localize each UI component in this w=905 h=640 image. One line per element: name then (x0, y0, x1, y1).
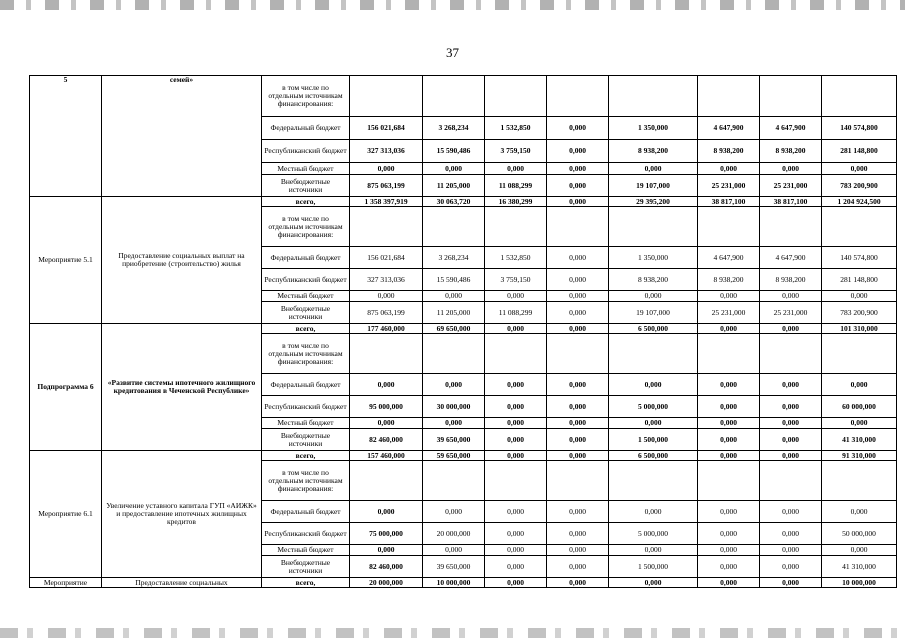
value-cell: 8 938,200 (609, 269, 698, 291)
source-cell: всего, (262, 324, 350, 334)
value-cell: 0,000 (698, 396, 760, 418)
value-cell: 0,000 (698, 556, 760, 578)
source-cell: Местный бюджет (262, 291, 350, 302)
value-cell: 0,000 (547, 451, 609, 461)
value-cell: 10 000,000 (423, 578, 485, 588)
value-cell: 3 268,234 (423, 117, 485, 140)
source-cell: Местный бюджет (262, 545, 350, 556)
value-cell (760, 461, 822, 501)
value-cell: 0,000 (485, 418, 547, 429)
row-code: Мероприятие 6.1 (30, 451, 102, 578)
value-cell: 0,000 (485, 324, 547, 334)
value-cell (423, 334, 485, 374)
table-row (30, 197, 897, 207)
value-cell: 0,000 (547, 556, 609, 578)
value-cell (547, 334, 609, 374)
value-cell: 82 460,000 (350, 556, 423, 578)
source-cell: Республиканский бюджет (262, 140, 350, 163)
value-cell (760, 76, 822, 117)
value-cell: 82 460,000 (350, 429, 423, 451)
value-cell: 0,000 (822, 501, 897, 523)
value-cell: 0,000 (547, 396, 609, 418)
value-cell: 0,000 (760, 545, 822, 556)
value-cell: 11 088,299 (485, 175, 547, 197)
value-cell: 0,000 (423, 163, 485, 175)
value-cell (485, 76, 547, 117)
value-cell (423, 461, 485, 501)
value-cell: 20 000,000 (423, 523, 485, 545)
source-cell: Внебюджетные источники (262, 429, 350, 451)
value-cell: 0,000 (485, 291, 547, 302)
value-cell: 0,000 (698, 578, 760, 588)
value-cell (822, 207, 897, 247)
source-cell: Федеральный бюджет (262, 374, 350, 396)
value-cell (485, 334, 547, 374)
value-cell: 0,000 (822, 418, 897, 429)
value-cell: 0,000 (760, 501, 822, 523)
value-cell: 0,000 (609, 501, 698, 523)
row-code: Мероприятие 5.1 (30, 197, 102, 324)
value-cell: 783 200,900 (822, 175, 897, 197)
value-cell: 60 000,000 (822, 396, 897, 418)
value-cell: 59 650,000 (423, 451, 485, 461)
value-cell: 0,000 (698, 418, 760, 429)
value-cell: 5 000,000 (609, 396, 698, 418)
value-cell: 25 231,000 (760, 302, 822, 324)
value-cell: 0,000 (609, 291, 698, 302)
value-cell: 0,000 (350, 501, 423, 523)
value-cell: 0,000 (698, 545, 760, 556)
value-cell: 11 088,299 (485, 302, 547, 324)
value-cell: 8 938,200 (698, 140, 760, 163)
source-cell: Внебюджетные источники (262, 175, 350, 197)
source-cell: Местный бюджет (262, 418, 350, 429)
value-cell: 140 574,800 (822, 117, 897, 140)
value-cell: 0,000 (547, 324, 609, 334)
value-cell (822, 76, 897, 117)
value-cell (609, 334, 698, 374)
value-cell: 39 650,000 (423, 556, 485, 578)
value-cell: 0,000 (760, 451, 822, 461)
value-cell: 875 063,199 (350, 175, 423, 197)
value-cell: 4 647,900 (698, 117, 760, 140)
table-row (30, 578, 897, 588)
value-cell: 101 310,000 (822, 324, 897, 334)
value-cell (822, 461, 897, 501)
value-cell: 327 313,036 (350, 269, 423, 291)
row-name: «Развитие системы ипотечного жилищного кредитования в Чеченской Республике» (102, 324, 262, 451)
value-cell: 0,000 (350, 163, 423, 175)
row-name: Предоставление социальных выплат на приобретение (строительство) жилья (102, 197, 262, 324)
value-cell: 0,000 (698, 374, 760, 396)
value-cell: 0,000 (760, 163, 822, 175)
value-cell: 8 938,200 (698, 269, 760, 291)
value-cell (760, 207, 822, 247)
value-cell (547, 76, 609, 117)
value-cell: 0,000 (423, 501, 485, 523)
value-cell: 8 938,200 (760, 140, 822, 163)
source-cell: Внебюджетные источники (262, 302, 350, 324)
value-cell (350, 334, 423, 374)
value-cell (547, 461, 609, 501)
value-cell: 0,000 (698, 501, 760, 523)
budget-table (29, 75, 897, 588)
value-cell: 0,000 (423, 545, 485, 556)
source-cell: в том числе по отдельным источникам финансирования: (262, 76, 350, 117)
value-cell: 0,000 (547, 374, 609, 396)
value-cell: 29 395,200 (609, 197, 698, 207)
value-cell: 0,000 (547, 175, 609, 197)
value-cell: 25 231,000 (698, 302, 760, 324)
value-cell: 0,000 (547, 545, 609, 556)
value-cell: 25 231,000 (760, 175, 822, 197)
value-cell: 15 590,486 (423, 269, 485, 291)
value-cell: 0,000 (609, 374, 698, 396)
value-cell: 1 532,850 (485, 117, 547, 140)
value-cell: 30 063,720 (423, 197, 485, 207)
source-cell: в том числе по отдельным источникам финансирования: (262, 334, 350, 374)
row-code: 5 (30, 76, 102, 197)
value-cell: 0,000 (822, 374, 897, 396)
value-cell: 0,000 (760, 556, 822, 578)
value-cell: 4 647,900 (760, 247, 822, 269)
value-cell: 0,000 (547, 418, 609, 429)
value-cell: 38 817,100 (760, 197, 822, 207)
value-cell: 20 000,000 (350, 578, 423, 588)
value-cell: 0,000 (485, 396, 547, 418)
value-cell (609, 461, 698, 501)
source-cell: Республиканский бюджет (262, 396, 350, 418)
value-cell: 0,000 (485, 578, 547, 588)
scan-artifact-top (0, 0, 905, 10)
value-cell: 6 500,000 (609, 451, 698, 461)
value-cell: 281 148,800 (822, 140, 897, 163)
value-cell: 0,000 (609, 578, 698, 588)
row-name: семей» (102, 76, 262, 197)
source-cell: Республиканский бюджет (262, 269, 350, 291)
value-cell (698, 207, 760, 247)
value-cell (609, 76, 698, 117)
value-cell: 0,000 (698, 163, 760, 175)
value-cell: 11 205,000 (423, 302, 485, 324)
value-cell: 156 021,684 (350, 247, 423, 269)
value-cell: 0,000 (485, 523, 547, 545)
value-cell: 0,000 (760, 418, 822, 429)
value-cell: 0,000 (547, 523, 609, 545)
value-cell: 157 460,000 (350, 451, 423, 461)
value-cell: 281 148,800 (822, 269, 897, 291)
value-cell: 1 358 397,919 (350, 197, 423, 207)
value-cell: 41 310,000 (822, 556, 897, 578)
value-cell (423, 207, 485, 247)
value-cell: 4 647,900 (760, 117, 822, 140)
value-cell: 0,000 (350, 291, 423, 302)
value-cell: 140 574,800 (822, 247, 897, 269)
source-cell: в том числе по отдельным источникам финансирования: (262, 207, 350, 247)
value-cell: 1 350,000 (609, 117, 698, 140)
value-cell: 1 350,000 (609, 247, 698, 269)
source-cell: всего, (262, 451, 350, 461)
value-cell: 38 817,100 (698, 197, 760, 207)
table-row (30, 324, 897, 334)
value-cell: 30 000,000 (423, 396, 485, 418)
value-cell: 0,000 (547, 429, 609, 451)
value-cell: 10 000,000 (822, 578, 897, 588)
value-cell: 0,000 (547, 247, 609, 269)
value-cell: 875 063,199 (350, 302, 423, 324)
source-cell: в том числе по отдельным источникам финансирования: (262, 461, 350, 501)
value-cell: 1 500,000 (609, 556, 698, 578)
value-cell: 0,000 (822, 545, 897, 556)
value-cell: 0,000 (547, 578, 609, 588)
scan-artifact-bottom (0, 628, 905, 638)
value-cell: 3 268,234 (423, 247, 485, 269)
value-cell: 0,000 (760, 324, 822, 334)
value-cell (609, 207, 698, 247)
value-cell: 0,000 (609, 545, 698, 556)
source-cell: Федеральный бюджет (262, 247, 350, 269)
value-cell: 8 938,200 (760, 269, 822, 291)
value-cell: 0,000 (423, 374, 485, 396)
table-row (30, 451, 897, 461)
value-cell: 0,000 (609, 418, 698, 429)
value-cell: 0,000 (485, 501, 547, 523)
row-code: Мероприятие (30, 578, 102, 588)
value-cell: 0,000 (760, 374, 822, 396)
value-cell: 0,000 (698, 451, 760, 461)
value-cell: 0,000 (609, 163, 698, 175)
value-cell: 95 000,000 (350, 396, 423, 418)
value-cell: 0,000 (547, 140, 609, 163)
value-cell: 0,000 (822, 291, 897, 302)
value-cell: 3 759,150 (485, 269, 547, 291)
value-cell: 0,000 (547, 291, 609, 302)
value-cell: 0,000 (547, 197, 609, 207)
value-cell: 0,000 (485, 451, 547, 461)
value-cell: 0,000 (698, 324, 760, 334)
value-cell: 4 647,900 (698, 247, 760, 269)
value-cell: 0,000 (485, 374, 547, 396)
value-cell (350, 76, 423, 117)
value-cell: 1 500,000 (609, 429, 698, 451)
value-cell: 5 000,000 (609, 523, 698, 545)
value-cell: 1 204 924,500 (822, 197, 897, 207)
value-cell: 0,000 (423, 418, 485, 429)
row-name: Предоставление социальных (102, 578, 262, 588)
value-cell: 0,000 (547, 501, 609, 523)
value-cell (350, 207, 423, 247)
value-cell: 19 107,000 (609, 175, 698, 197)
value-cell (822, 334, 897, 374)
source-cell: Федеральный бюджет (262, 117, 350, 140)
value-cell (547, 207, 609, 247)
value-cell: 0,000 (822, 163, 897, 175)
source-cell: Федеральный бюджет (262, 501, 350, 523)
value-cell: 0,000 (547, 163, 609, 175)
value-cell: 0,000 (423, 291, 485, 302)
value-cell: 0,000 (698, 429, 760, 451)
value-cell: 19 107,000 (609, 302, 698, 324)
row-name: Увеличение уставного капитала ГУП «АИЖК» и предоставление ипотечных жилищных кредитов (102, 451, 262, 578)
value-cell: 0,000 (760, 429, 822, 451)
value-cell: 0,000 (547, 117, 609, 140)
value-cell: 0,000 (547, 302, 609, 324)
value-cell: 25 231,000 (698, 175, 760, 197)
value-cell: 783 200,900 (822, 302, 897, 324)
value-cell: 0,000 (485, 429, 547, 451)
value-cell: 15 590,486 (423, 140, 485, 163)
value-cell: 0,000 (350, 374, 423, 396)
value-cell (698, 334, 760, 374)
value-cell: 0,000 (485, 545, 547, 556)
source-cell: Республиканский бюджет (262, 523, 350, 545)
value-cell: 0,000 (760, 578, 822, 588)
value-cell: 156 021,684 (350, 117, 423, 140)
value-cell (485, 461, 547, 501)
value-cell: 16 380,299 (485, 197, 547, 207)
value-cell: 0,000 (698, 291, 760, 302)
value-cell: 3 759,150 (485, 140, 547, 163)
value-cell (423, 76, 485, 117)
table-row (30, 76, 897, 117)
source-cell: Внебюджетные источники (262, 556, 350, 578)
source-cell: всего, (262, 578, 350, 588)
value-cell: 69 650,000 (423, 324, 485, 334)
value-cell: 6 500,000 (609, 324, 698, 334)
value-cell: 50 000,000 (822, 523, 897, 545)
value-cell: 75 000,000 (350, 523, 423, 545)
value-cell: 0,000 (760, 291, 822, 302)
value-cell: 0,000 (547, 269, 609, 291)
value-cell: 0,000 (760, 523, 822, 545)
value-cell: 327 313,036 (350, 140, 423, 163)
value-cell (698, 76, 760, 117)
row-code: Подпрограмма 6 (30, 324, 102, 451)
value-cell: 0,000 (485, 163, 547, 175)
value-cell: 0,000 (760, 396, 822, 418)
value-cell: 0,000 (350, 418, 423, 429)
value-cell: 8 938,200 (609, 140, 698, 163)
value-cell: 39 650,000 (423, 429, 485, 451)
value-cell: 11 205,000 (423, 175, 485, 197)
source-cell: всего, (262, 197, 350, 207)
page-number: 37 (446, 45, 459, 60)
value-cell (698, 461, 760, 501)
value-cell: 1 532,850 (485, 247, 547, 269)
value-cell: 0,000 (485, 556, 547, 578)
value-cell: 41 310,000 (822, 429, 897, 451)
value-cell (350, 461, 423, 501)
value-cell: 0,000 (698, 523, 760, 545)
value-cell (760, 334, 822, 374)
value-cell: 0,000 (350, 545, 423, 556)
value-cell: 91 310,000 (822, 451, 897, 461)
value-cell (485, 207, 547, 247)
value-cell: 177 460,000 (350, 324, 423, 334)
source-cell: Местный бюджет (262, 163, 350, 175)
